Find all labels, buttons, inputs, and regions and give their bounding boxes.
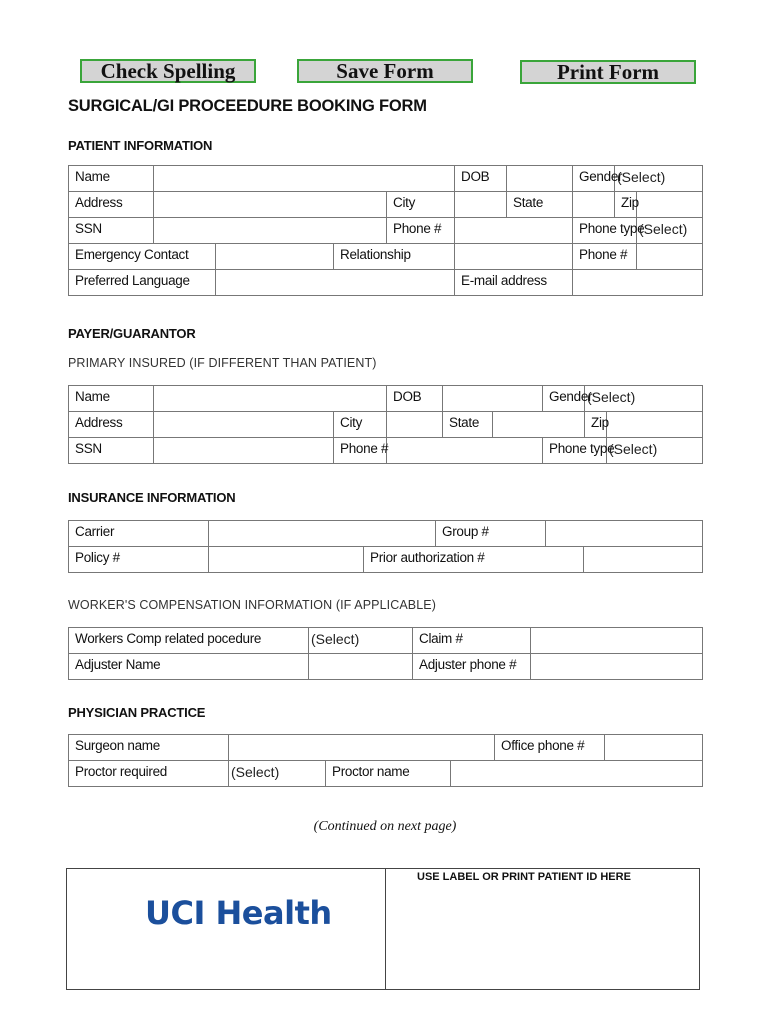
workers-comp-procedure-select-value: (Select)	[311, 631, 360, 647]
group-label: Group #	[436, 521, 546, 547]
office-phone-field[interactable]	[605, 735, 703, 761]
patient-zip-label: Zip	[615, 192, 637, 218]
patient-name-field[interactable]	[154, 166, 455, 192]
patient-id-label-area: USE LABEL OR PRINT PATIENT ID HERE	[417, 871, 631, 883]
patient-state-label: State	[507, 192, 573, 218]
patient-info-table	[68, 165, 703, 296]
continued-note: (Continued on next page)	[313, 819, 457, 834]
proctor-required-select[interactable]	[229, 761, 326, 787]
primary-insured-subheading: PRIMARY INSURED (IF DIFFERENT THAN PATIENT)	[68, 356, 377, 370]
email-field[interactable]	[573, 270, 703, 296]
patient-phone-type-label: Phone type	[573, 218, 637, 244]
patient-zip-field[interactable]	[637, 192, 703, 218]
patient-city-label: City	[387, 192, 455, 218]
patient-state-field[interactable]	[573, 192, 615, 218]
patient-section-heading: PATIENT INFORMATION	[68, 138, 213, 153]
payer-name-field[interactable]	[154, 386, 387, 412]
payer-city-label: City	[334, 412, 387, 438]
payer-gender-text: Gender	[549, 389, 593, 404]
print-form-button[interactable]: Print Form	[520, 60, 696, 84]
payer-city-field[interactable]	[387, 412, 443, 438]
payer-phone-type-select[interactable]	[607, 438, 703, 464]
patient-dob-label: DOB	[455, 166, 507, 192]
footer-box	[66, 868, 700, 990]
payer-gender-select[interactable]	[585, 386, 703, 412]
patient-gender-select-value: (Select)	[617, 169, 666, 185]
payer-phone-field[interactable]	[387, 438, 543, 464]
patient-phone-label: Phone #	[387, 218, 455, 244]
patient-ssn-label: SSN	[69, 218, 154, 244]
prior-auth-field[interactable]	[584, 547, 703, 573]
payer-zip-field[interactable]	[607, 412, 703, 438]
save-form-button[interactable]: Save Form	[297, 59, 473, 83]
uci-health-logo: UCI Health	[145, 894, 332, 932]
payer-state-field[interactable]	[493, 412, 585, 438]
payer-phone-type-label: Phone type	[543, 438, 607, 464]
emergency-phone-field[interactable]	[637, 244, 703, 270]
policy-field[interactable]	[209, 547, 364, 573]
payer-name-label: Name	[69, 386, 154, 412]
insurance-section-heading: INSURANCE INFORMATION	[68, 490, 236, 505]
payer-gender-label	[543, 386, 593, 412]
claim-field[interactable]	[531, 628, 703, 654]
payer-info-table	[68, 385, 703, 464]
payer-address-field[interactable]	[154, 412, 334, 438]
surgeon-name-field[interactable]	[229, 735, 495, 761]
patient-address-label: Address	[69, 192, 154, 218]
group-field[interactable]	[546, 521, 703, 547]
patient-phone-field[interactable]	[455, 218, 573, 244]
office-phone-label: Office phone #	[495, 735, 605, 761]
relationship-label: Relationship	[334, 244, 455, 270]
patient-phone-type-select-value: (Select)	[639, 221, 688, 237]
physician-section-heading: PHYSICIAN PRACTICE	[68, 705, 206, 720]
adjuster-phone-label: Adjuster phone #	[413, 654, 531, 680]
patient-ssn-field[interactable]	[154, 218, 387, 244]
patient-dob-field[interactable]	[507, 166, 573, 192]
payer-ssn-label: SSN	[69, 438, 154, 464]
payer-section-heading: PAYER/GUARANTOR	[68, 326, 196, 341]
proctor-name-field[interactable]	[451, 761, 703, 787]
preferred-language-field[interactable]	[216, 270, 455, 296]
surgeon-name-label: Surgeon name	[69, 735, 229, 761]
emergency-phone-label: Phone #	[573, 244, 637, 270]
payer-dob-label	[387, 386, 443, 412]
payer-state-label: State	[443, 412, 493, 438]
check-spelling-button[interactable]: Check Spelling	[80, 59, 256, 83]
patient-gender-text: Gender	[579, 169, 623, 184]
patient-phone-type-select[interactable]	[637, 218, 703, 244]
adjuster-name-label: Adjuster Name	[69, 654, 309, 680]
emergency-contact-field[interactable]	[216, 244, 334, 270]
emergency-contact-label: Emergency Contact	[69, 244, 216, 270]
patient-gender-select[interactable]	[615, 166, 703, 192]
footer-divider	[385, 869, 386, 989]
payer-ssn-field[interactable]	[154, 438, 334, 464]
adjuster-name-field[interactable]	[309, 654, 413, 680]
email-label: E-mail address	[455, 270, 573, 296]
insurance-info-table	[68, 520, 703, 573]
form-title: SURGICAL/GI PROCEEDURE BOOKING FORM	[68, 97, 427, 115]
proctor-required-select-value: (Select)	[231, 764, 280, 780]
payer-phone-type-select-value: (Select)	[609, 441, 658, 457]
claim-label: Claim #	[413, 628, 531, 654]
preferred-language-label: Preferred Language	[69, 270, 216, 296]
patient-address-field[interactable]	[154, 192, 387, 218]
workers-comp-subheading: WORKER'S COMPENSATION INFORMATION (IF APPLICABLE)	[68, 598, 436, 612]
adjuster-phone-field[interactable]	[531, 654, 703, 680]
proctor-required-label: Proctor required	[69, 761, 229, 787]
patient-name-label: Name	[69, 166, 154, 192]
payer-zip-label: Zip	[585, 412, 607, 438]
payer-dob-text: DOB	[393, 389, 422, 404]
policy-label: Policy #	[69, 547, 209, 573]
carrier-label: Carrier	[69, 521, 209, 547]
relationship-field[interactable]	[455, 244, 573, 270]
payer-dob-field[interactable]	[443, 386, 543, 412]
proctor-name-label: Proctor name	[326, 761, 451, 787]
workers-comp-table	[68, 627, 703, 680]
workers-comp-procedure-label: Workers Comp related pocedure	[69, 628, 309, 654]
patient-gender-label	[573, 166, 623, 192]
payer-address-label: Address	[69, 412, 154, 438]
carrier-field[interactable]	[209, 521, 436, 547]
workers-comp-procedure-select[interactable]	[309, 628, 413, 654]
patient-city-field[interactable]	[455, 192, 507, 218]
payer-phone-label: Phone #	[334, 438, 387, 464]
physician-table	[68, 734, 703, 787]
payer-gender-select-value: (Select)	[587, 389, 636, 405]
prior-auth-label: Prior authorization #	[364, 547, 584, 573]
